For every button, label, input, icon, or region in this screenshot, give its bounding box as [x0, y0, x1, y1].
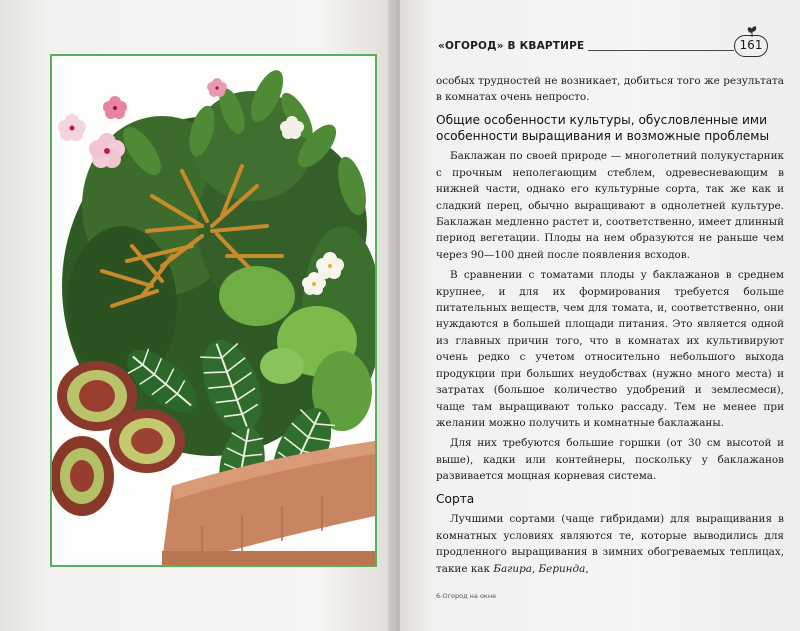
- plant-illustration: [52, 56, 375, 565]
- running-head-title: «ОГОРОД» В КВАРТИРЕ: [438, 40, 585, 52]
- separator: ,: [531, 562, 539, 575]
- signature-footer: 6-Огород на окне: [436, 592, 497, 600]
- right-page: [400, 0, 800, 631]
- page-number: 161: [734, 35, 768, 57]
- variety-name: Багира: [493, 562, 532, 575]
- intro-paragraph: особых трудностей не возникает, добиться того же результата в комнатах очень непросто.: [436, 75, 784, 104]
- paragraph-1: Баклажан по своей природе — многолетний полукустарник с прочным неполегающим стеблем, одревесневающим в нижней части, однако его культурные сорта, так же как и сладкий перец, обычно выращивают в однолетней культуре. Баклажан медленно растет и, соответственно, имеет длинный период вегетации. Плоды на нем образуются не раньше чем через 90—100 дней после появления всходов.: [436, 150, 784, 261]
- running-head-rule: [588, 50, 734, 51]
- section-heading-features: Общие особенности культуры, обусловленные ими особенности выращивания и возможные проблемы: [436, 112, 770, 143]
- section-heading-varieties: Сорта: [436, 491, 475, 506]
- variety-name: Беринда: [538, 562, 586, 575]
- paragraph-4-text: Лучшими сортами (чаще гибридами) для выращивания в комнатных условиях являются те, которые выводились для продленного выращивания в зимних обогреваемых теплицах, такие как: [436, 513, 784, 575]
- paragraph-2: В сравнении с томатами плоды у баклажанов в среднем крупнее, и для их формирования требуется больше питательных веществ, чем для томата, и, соответственно, они нуждаются в большей площади питания. Это является одной из главных причин того, что в комнатах их культивируют очень редко с учетом относительно небольшого выхода продукции при больших неудобствах (нужно много места) и затратах (большое количество удобрений и землесмеси), чаще там выращивают только рассаду. Тем не менее при желании можно получить и комнатные баклажаны.: [436, 269, 784, 429]
- plant-photo: [50, 54, 377, 567]
- paragraph-4: [436, 511, 784, 577]
- paragraph-4-end: ,: [585, 562, 589, 575]
- body-text: [436, 73, 784, 577]
- paragraph-3: Для них требуются большие горшки (от 30 см высотой и выше), кадки или контейнеры, поскольку у баклажанов развивается мощная корневая система.: [436, 437, 784, 483]
- running-head: [438, 39, 784, 59]
